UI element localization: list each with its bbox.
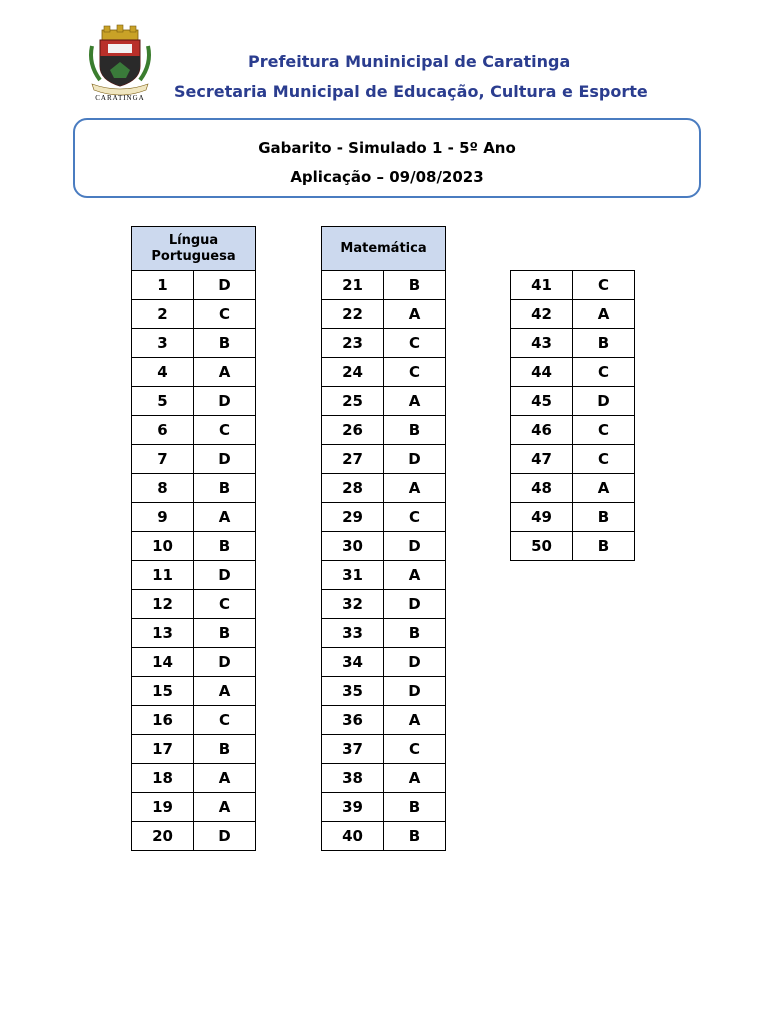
question-number: 46 xyxy=(511,416,573,445)
answer-letter: B xyxy=(573,329,635,358)
answer-letter: C xyxy=(573,358,635,387)
answer-letter: C xyxy=(573,416,635,445)
answer-letter: A xyxy=(573,300,635,329)
question-number: 39 xyxy=(322,793,384,822)
answer-letter: A xyxy=(384,561,446,590)
table-row xyxy=(511,358,635,387)
question-number: 49 xyxy=(511,503,573,532)
table-row xyxy=(511,387,635,416)
table-row xyxy=(322,648,446,677)
question-number: 17 xyxy=(132,735,194,764)
table-row xyxy=(132,648,256,677)
table-row xyxy=(322,561,446,590)
question-number: 22 xyxy=(322,300,384,329)
answer-letter: B xyxy=(194,329,256,358)
table-row xyxy=(511,445,635,474)
title-box xyxy=(73,118,701,198)
question-number: 38 xyxy=(322,764,384,793)
table-row xyxy=(322,677,446,706)
table-row xyxy=(132,822,256,851)
table-row xyxy=(132,735,256,764)
table-row xyxy=(132,300,256,329)
table-row xyxy=(322,764,446,793)
table-row xyxy=(322,329,446,358)
question-number: 19 xyxy=(132,793,194,822)
answer-letter: C xyxy=(194,590,256,619)
question-number: 30 xyxy=(322,532,384,561)
question-number: 32 xyxy=(322,590,384,619)
question-number: 14 xyxy=(132,648,194,677)
caratinga-coat-of-arms-logo xyxy=(78,22,162,106)
table-row xyxy=(132,271,256,300)
question-number: 5 xyxy=(132,387,194,416)
answer-letter: D xyxy=(384,532,446,561)
answer-letter: A xyxy=(384,300,446,329)
table-header-matematica: Matemática xyxy=(322,227,446,271)
question-number: 24 xyxy=(322,358,384,387)
answer-letter: B xyxy=(573,503,635,532)
answer-letter: B xyxy=(194,619,256,648)
answer-letter: C xyxy=(384,735,446,764)
table-row xyxy=(132,416,256,445)
answer-letter: A xyxy=(194,793,256,822)
answer-letter: D xyxy=(573,387,635,416)
answer-letter: B xyxy=(194,532,256,561)
logo-caption: CARATINGA xyxy=(95,94,145,102)
table-row xyxy=(132,503,256,532)
table-row xyxy=(132,387,256,416)
question-number: 47 xyxy=(511,445,573,474)
table-row xyxy=(132,329,256,358)
gabarito-title: Gabarito - Simulado 1 - 5º Ano xyxy=(258,139,516,157)
answer-letter: A xyxy=(194,503,256,532)
answer-letter: A xyxy=(194,677,256,706)
table-row xyxy=(132,561,256,590)
table-row xyxy=(322,735,446,764)
table-row xyxy=(322,474,446,503)
answer-letter: D xyxy=(384,590,446,619)
table-row xyxy=(511,300,635,329)
answer-table-continuacao xyxy=(510,270,635,561)
answer-letter: A xyxy=(573,474,635,503)
table-row xyxy=(322,706,446,735)
question-number: 16 xyxy=(132,706,194,735)
question-number: 7 xyxy=(132,445,194,474)
answer-letter: B xyxy=(384,416,446,445)
answer-letter: C xyxy=(573,271,635,300)
question-number: 41 xyxy=(511,271,573,300)
table-row xyxy=(511,329,635,358)
table-row xyxy=(322,793,446,822)
answer-letter: B xyxy=(384,619,446,648)
answer-letter: C xyxy=(194,300,256,329)
question-number: 35 xyxy=(322,677,384,706)
question-number: 48 xyxy=(511,474,573,503)
table-row xyxy=(132,532,256,561)
answer-letter: D xyxy=(384,445,446,474)
question-number: 18 xyxy=(132,764,194,793)
answer-letter: D xyxy=(194,822,256,851)
question-number: 9 xyxy=(132,503,194,532)
table-row xyxy=(511,532,635,561)
table-row xyxy=(322,300,446,329)
question-number: 4 xyxy=(132,358,194,387)
answer-table-portugues xyxy=(131,226,256,851)
answer-letter: A xyxy=(384,474,446,503)
table-row xyxy=(322,387,446,416)
answer-letter: D xyxy=(194,271,256,300)
question-number: 31 xyxy=(322,561,384,590)
question-number: 15 xyxy=(132,677,194,706)
table-row xyxy=(132,445,256,474)
question-number: 13 xyxy=(132,619,194,648)
table-row xyxy=(132,358,256,387)
table-row xyxy=(132,474,256,503)
question-number: 45 xyxy=(511,387,573,416)
table-row xyxy=(322,503,446,532)
question-number: 11 xyxy=(132,561,194,590)
table-row xyxy=(322,532,446,561)
question-number: 26 xyxy=(322,416,384,445)
table-row xyxy=(132,619,256,648)
question-number: 50 xyxy=(511,532,573,561)
question-number: 42 xyxy=(511,300,573,329)
table-row xyxy=(322,590,446,619)
question-number: 37 xyxy=(322,735,384,764)
answer-letter: C xyxy=(384,329,446,358)
answer-letter: D xyxy=(194,387,256,416)
question-number: 27 xyxy=(322,445,384,474)
answer-letter: D xyxy=(194,445,256,474)
table-row xyxy=(511,474,635,503)
question-number: 23 xyxy=(322,329,384,358)
question-number: 34 xyxy=(322,648,384,677)
answer-letter: C xyxy=(384,358,446,387)
table-row xyxy=(322,445,446,474)
question-number: 21 xyxy=(322,271,384,300)
answer-letter: C xyxy=(194,706,256,735)
question-number: 29 xyxy=(322,503,384,532)
question-number: 12 xyxy=(132,590,194,619)
table-header-portugues: Língua Portuguesa xyxy=(132,227,256,271)
question-number: 10 xyxy=(132,532,194,561)
table-row xyxy=(511,271,635,300)
table-row xyxy=(132,793,256,822)
application-date: Aplicação – 09/08/2023 xyxy=(290,168,484,186)
answer-letter: A xyxy=(384,387,446,416)
table-row xyxy=(132,764,256,793)
answer-letter: A xyxy=(384,764,446,793)
answer-letter: C xyxy=(573,445,635,474)
question-number: 28 xyxy=(322,474,384,503)
question-number: 3 xyxy=(132,329,194,358)
table-row xyxy=(132,590,256,619)
answer-letter: D xyxy=(384,648,446,677)
question-number: 33 xyxy=(322,619,384,648)
answer-letter: A xyxy=(384,706,446,735)
question-number: 8 xyxy=(132,474,194,503)
answer-letter: D xyxy=(194,648,256,677)
answer-letter: C xyxy=(384,503,446,532)
header-prefeitura: Prefeitura Muninicipal de Caratinga xyxy=(248,52,571,71)
table-row xyxy=(322,271,446,300)
answer-table-matematica xyxy=(321,226,446,851)
question-number: 40 xyxy=(322,822,384,851)
question-number: 6 xyxy=(132,416,194,445)
header-secretaria: Secretaria Municipal de Educação, Cultura e Esporte xyxy=(174,82,648,101)
answer-letter: D xyxy=(384,677,446,706)
table-row xyxy=(511,503,635,532)
question-number: 36 xyxy=(322,706,384,735)
answer-letter: C xyxy=(194,416,256,445)
question-number: 43 xyxy=(511,329,573,358)
question-number: 20 xyxy=(132,822,194,851)
table-row xyxy=(132,706,256,735)
table-row xyxy=(322,619,446,648)
question-number: 25 xyxy=(322,387,384,416)
answer-letter: D xyxy=(194,561,256,590)
answer-letter: B xyxy=(573,532,635,561)
table-row xyxy=(322,822,446,851)
answer-letter: B xyxy=(384,271,446,300)
answer-letter: A xyxy=(194,764,256,793)
question-number: 44 xyxy=(511,358,573,387)
table-row xyxy=(322,416,446,445)
table-row xyxy=(322,358,446,387)
answer-letter: A xyxy=(194,358,256,387)
answer-letter: B xyxy=(384,822,446,851)
answer-letter: B xyxy=(384,793,446,822)
question-number: 1 xyxy=(132,271,194,300)
answer-letter: B xyxy=(194,474,256,503)
table-row xyxy=(511,416,635,445)
answer-letter: B xyxy=(194,735,256,764)
question-number: 2 xyxy=(132,300,194,329)
table-row xyxy=(132,677,256,706)
